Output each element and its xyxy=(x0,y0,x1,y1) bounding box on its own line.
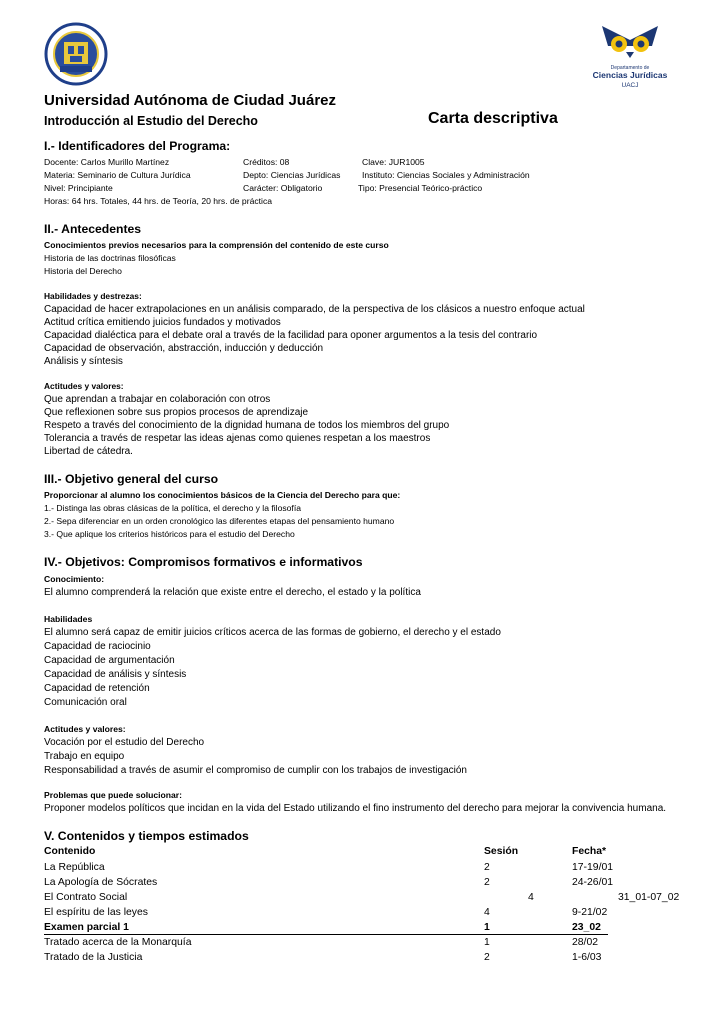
list-item: 3.- Que aplique los criterios históricos para el estudio del Derecho xyxy=(44,529,295,539)
skills-title: Habilidades y destrezas: xyxy=(44,291,142,301)
knowledge-text: El alumno comprenderá la relación que existe entre el derecho, el estado y la política xyxy=(44,587,421,598)
list-item: Historia del Derecho xyxy=(44,266,122,276)
credits: Créditos: 08 xyxy=(243,157,290,167)
list-item: Tolerancia a través de respetar las ideas ajenas como quienes respetan a los maestros xyxy=(44,433,431,444)
row-session: 2 xyxy=(484,877,490,888)
row-session: 4 xyxy=(484,907,490,918)
hours: Horas: 64 hrs. Totales, 44 hrs. de Teoría, 20 hrs. de práctica xyxy=(44,196,273,206)
row-session: 1 xyxy=(484,937,490,948)
list-item: Vocación por el estudio del Derecho xyxy=(44,737,205,748)
knowledge-title: Conocimiento: xyxy=(44,574,105,584)
problems-text: Proponer modelos políticos que incidan en la vida del Estado utilizando el fino instrumento del derecho para mejorar la convivencia humana. xyxy=(44,803,667,814)
subject: Materia: Seminario de Cultura Jurídica xyxy=(44,170,191,180)
course-title: Introducción al Estudio del Derecho xyxy=(44,114,258,128)
table-row xyxy=(44,862,694,876)
institute: Instituto: Ciencias Sociales y Administración xyxy=(362,170,530,180)
objective-sub: Proporcionar al alumno los conocimientos básicos de la Ciencia del Derecho para que: xyxy=(44,490,401,500)
logo-line-2: Ciencias Jurídicas xyxy=(592,70,668,80)
list-item: Que reflexionen sobre sus propios procesos de aprendizaje xyxy=(44,407,309,418)
header-date: Fecha* xyxy=(572,846,607,857)
table-row xyxy=(44,892,694,906)
type: Tipo: Presencial Teórico-práctico xyxy=(358,183,483,193)
row-session: 2 xyxy=(484,952,490,963)
row-content: El Contrato Social xyxy=(44,892,128,903)
table-row xyxy=(44,937,694,951)
row-date: 24-26/01 xyxy=(572,877,614,888)
row-date: 31_01-07_02 xyxy=(618,892,680,903)
table-row-exam xyxy=(44,922,694,936)
row-session: 1 xyxy=(484,922,490,933)
list-item: 2.- Sepa diferenciar en un orden cronológico las diferentes etapas del pensamiento humano xyxy=(44,516,395,526)
section-4-title: IV.- Objetivos: Compromisos formativos e informativos xyxy=(44,555,363,569)
teacher: Docente: Carlos Murillo Martínez xyxy=(44,157,170,167)
attitudes-title: Actitudes y valores: xyxy=(44,381,124,391)
list-item: Capacidad de análisis y síntesis xyxy=(44,669,187,680)
list-item: Historia de las doctrinas filosóficas xyxy=(44,253,176,263)
list-item: El alumno será capaz de emitir juicios críticos acerca de las formas de gobierno, el derecho y el estado xyxy=(44,627,501,638)
row-date: 1-6/03 xyxy=(572,952,602,963)
table-header xyxy=(44,846,694,860)
list-item: Actitud crítica emitiendo juicios fundados y motivados xyxy=(44,317,281,328)
table-row xyxy=(44,907,694,921)
abilities-title: Habilidades xyxy=(44,614,93,624)
list-item: Capacidad dialéctica para el debate oral a través de la facilidad para oponer argumentos a la tesis del contrario xyxy=(44,330,538,341)
header-session: Sesión xyxy=(484,846,519,857)
list-item: Comunicación oral xyxy=(44,697,127,708)
values-title: Actitudes y valores: xyxy=(44,724,126,734)
row-content: La República xyxy=(44,862,105,873)
section-5-title: V. Contenidos y tiempos estimados xyxy=(44,829,249,843)
row-date: 9-21/02 xyxy=(572,907,608,918)
level: Nivel: Principiante xyxy=(44,183,113,193)
problems-title: Problemas que puede solucionar: xyxy=(44,790,183,800)
row-date: 17-19/01 xyxy=(572,862,614,873)
ciencias-juridicas-logo xyxy=(592,22,668,90)
logo-line-1: Departamento de xyxy=(610,65,650,71)
list-item: 1.- Distinga las obras clásicas de la política, el derecho y la filosofía xyxy=(44,503,301,513)
header-content: Contenido xyxy=(44,846,96,857)
logo-line-3: UACJ xyxy=(621,82,639,89)
list-item: Capacidad de raciocinio xyxy=(44,641,151,652)
section-1-title: I.- Identificadores del Programa: xyxy=(44,139,231,153)
row-content: Tratado acerca de la Monarquía xyxy=(44,937,192,948)
course-key: Clave: JUR1005 xyxy=(362,157,425,167)
exam-underline xyxy=(44,934,608,935)
row-content: La Apología de Sócrates xyxy=(44,877,158,888)
list-item: Respeto a través del conocimiento de la dignidad humana de todos los miembros del grupo xyxy=(44,420,450,431)
row-date: 28/02 xyxy=(572,937,599,948)
university-name: Universidad Autónoma de Ciudad Juárez xyxy=(44,92,336,109)
row-content: Tratado de la Justicia xyxy=(44,952,143,963)
prev-knowledge-title: Conocimientos previos necesarios para la comprensión del contenido de este curso xyxy=(44,240,389,250)
list-item: Capacidad de retención xyxy=(44,683,150,694)
list-item: Análisis y síntesis xyxy=(44,356,123,367)
character: Carácter: Obligatorio xyxy=(243,183,323,193)
list-item: Responsabilidad a través de asumir el compromiso de cumplir con los trabajos de investigación xyxy=(44,765,467,776)
row-date: 23_02 xyxy=(572,922,601,933)
row-session: 4 xyxy=(528,892,534,903)
list-item: Libertad de cátedra. xyxy=(44,446,133,457)
section-3-title: III.- Objetivo general del curso xyxy=(44,472,219,486)
department: Depto: Ciencias Jurídicas xyxy=(243,170,341,180)
row-content: Examen parcial 1 xyxy=(44,922,129,933)
list-item: Trabajo en equipo xyxy=(44,751,125,762)
list-item: Capacidad de argumentación xyxy=(44,655,175,666)
row-session: 2 xyxy=(484,862,490,873)
row-content: El espíritu de las leyes xyxy=(44,907,148,918)
document-type: Carta descriptiva xyxy=(428,110,558,127)
university-seal-logo xyxy=(44,22,108,86)
section-2-title: II.- Antecedentes xyxy=(44,222,142,236)
table-row xyxy=(44,952,694,966)
list-item: Capacidad de observación, abstracción, inducción y deducción xyxy=(44,343,324,354)
table-row xyxy=(44,877,694,891)
list-item: Que aprendan a trabajar en colaboración con otros xyxy=(44,394,271,405)
list-item: Capacidad de hacer extrapolaciones en un análisis comparado, de la perspectiva de los clásicos a nuestro enfoque actual xyxy=(44,304,585,315)
